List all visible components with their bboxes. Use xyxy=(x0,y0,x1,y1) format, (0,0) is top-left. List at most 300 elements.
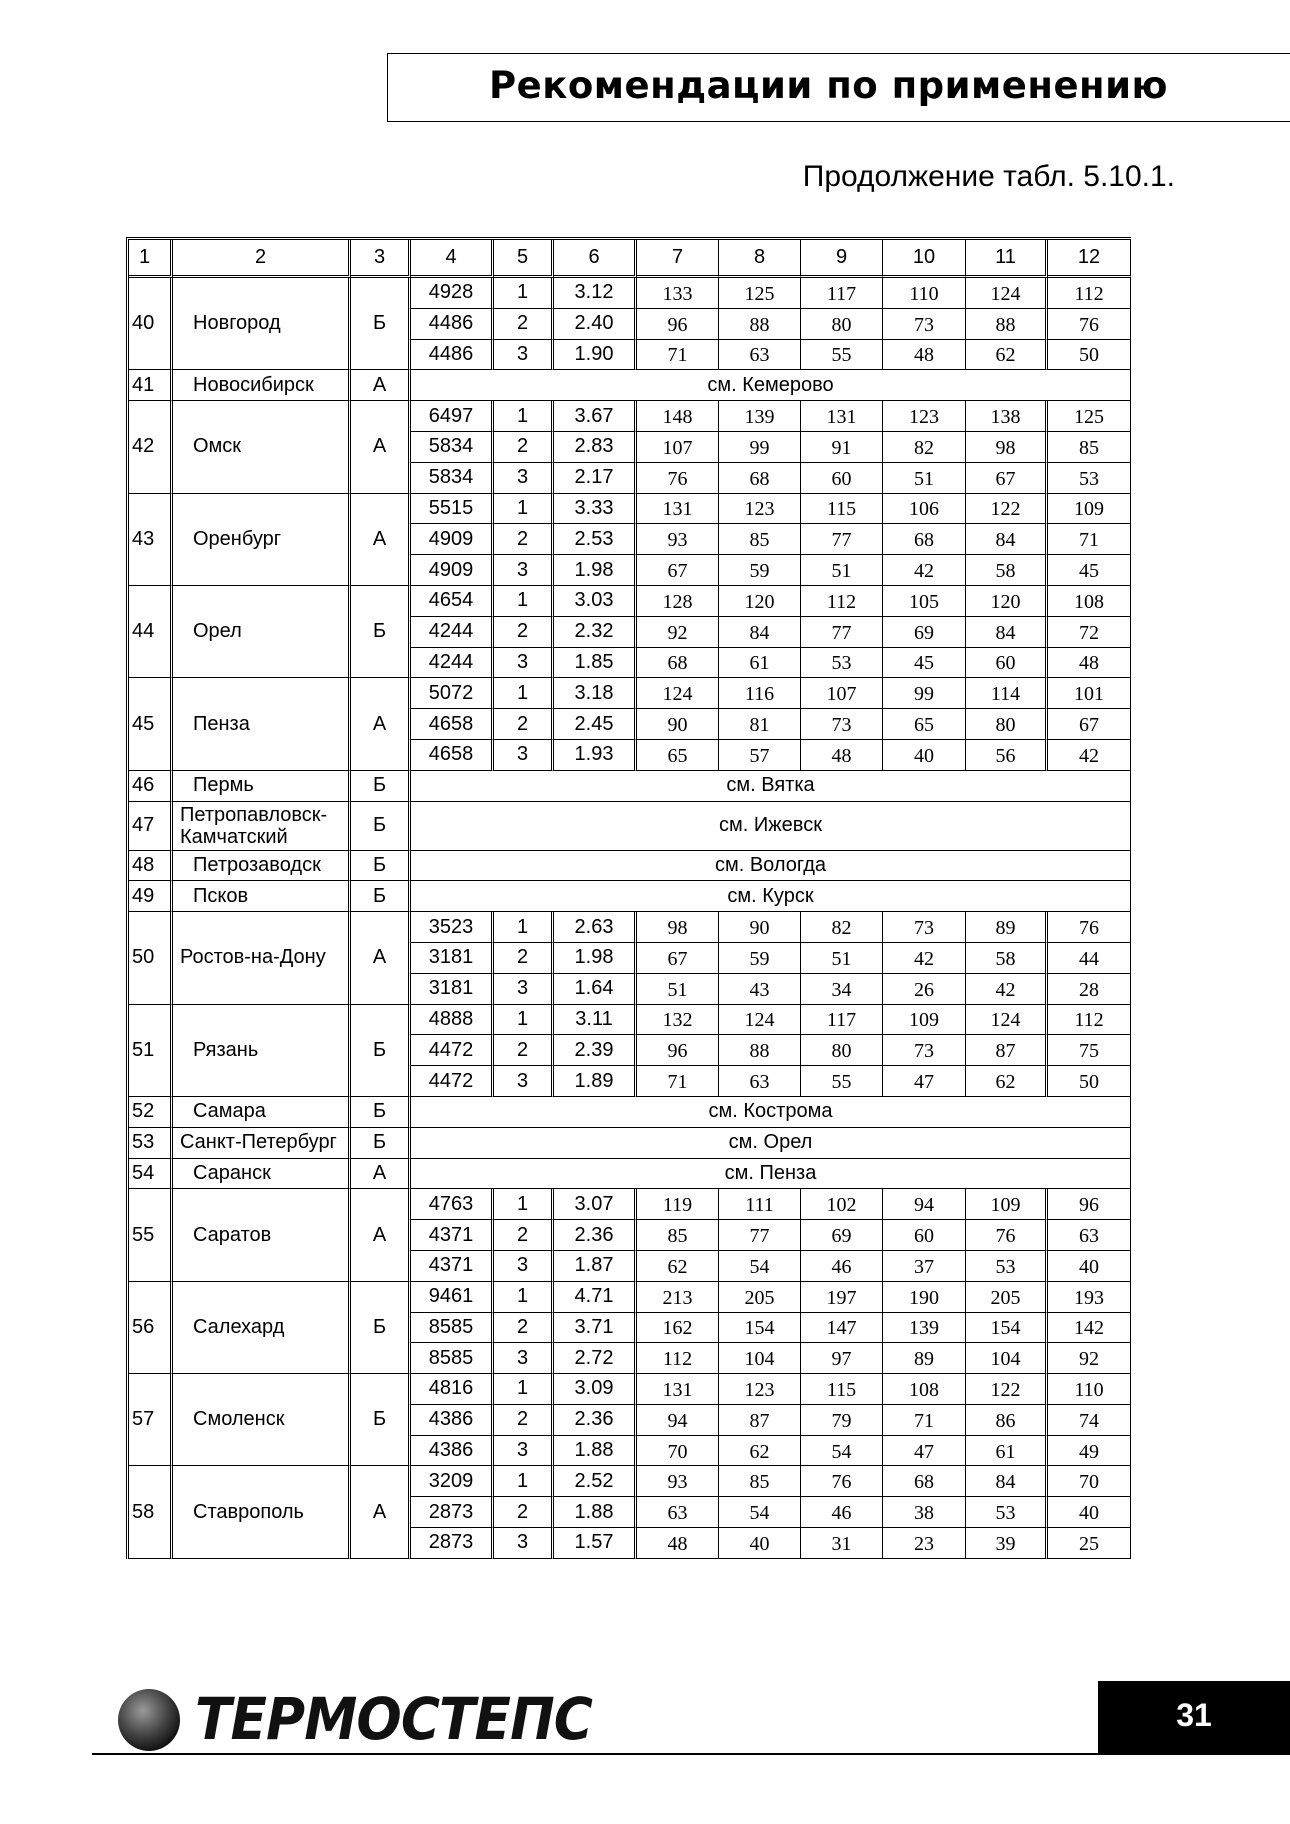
table-cell: 85 xyxy=(719,524,801,555)
table-cell: 93 xyxy=(637,524,719,555)
table-cell: 2873 xyxy=(411,1528,494,1559)
table-cell: 1.88 xyxy=(554,1436,637,1467)
table-cell: 77 xyxy=(801,617,883,648)
zone-letter: Б xyxy=(351,586,411,678)
table-cell: 70 xyxy=(1048,1466,1131,1497)
table-cell: 4486 xyxy=(411,309,494,340)
table-cell: 4888 xyxy=(411,1005,494,1036)
table-cell: 56 xyxy=(966,740,1048,771)
table-cell: 197 xyxy=(801,1282,883,1313)
table-cell: 55 xyxy=(801,1066,883,1097)
table-cell: 60 xyxy=(801,463,883,494)
table-cell: 67 xyxy=(1048,709,1131,740)
table-cell: 75 xyxy=(1048,1035,1131,1066)
city-name: Саранск xyxy=(173,1159,351,1190)
table-cell: 117 xyxy=(801,278,883,309)
table-cell: 70 xyxy=(637,1436,719,1467)
table-row xyxy=(129,1128,1131,1159)
table-row xyxy=(129,494,1131,525)
table-cell: 122 xyxy=(966,494,1048,525)
table-row xyxy=(129,1159,1131,1190)
table-cell: 2.32 xyxy=(554,617,637,648)
table-cell: 4658 xyxy=(411,709,494,740)
table-cell: 49 xyxy=(1048,1436,1131,1467)
table-cell: 162 xyxy=(637,1313,719,1344)
table-cell: 104 xyxy=(719,1343,801,1374)
city-name: Пермь xyxy=(173,771,351,802)
table-cell: 9461 xyxy=(411,1282,494,1313)
table-cell: 85 xyxy=(1048,432,1131,463)
table-cell: 23 xyxy=(883,1528,966,1559)
table-cell: 3.12 xyxy=(554,278,637,309)
table-cell: 8585 xyxy=(411,1313,494,1344)
table-cell: 148 xyxy=(637,401,719,432)
table-cell: 31 xyxy=(801,1528,883,1559)
table-cell: 59 xyxy=(719,555,801,586)
city-name: Ставрополь xyxy=(173,1466,351,1558)
table-cell: 4386 xyxy=(411,1436,494,1467)
table-cell: 25 xyxy=(1048,1528,1131,1559)
city-name: Ростов-на-Дону xyxy=(173,912,351,1004)
table-cell: 92 xyxy=(1048,1343,1131,1374)
table-cell: 1.64 xyxy=(554,974,637,1005)
row-number: 48 xyxy=(129,851,173,882)
table-cell: 2.72 xyxy=(554,1343,637,1374)
table-cell: 67 xyxy=(637,555,719,586)
table-row xyxy=(129,881,1131,912)
table-cell: 42 xyxy=(966,974,1048,1005)
table-cell: 2 xyxy=(494,617,554,648)
table-cell: 154 xyxy=(719,1313,801,1344)
table-cell: 96 xyxy=(637,309,719,340)
table-cell: 62 xyxy=(966,1066,1048,1097)
table-cell: 107 xyxy=(637,432,719,463)
table-cell: 2 xyxy=(494,1497,554,1528)
table-cell: 119 xyxy=(637,1189,719,1220)
table-cell: 81 xyxy=(719,709,801,740)
table-cell: 3 xyxy=(494,463,554,494)
table-cell: 3 xyxy=(494,740,554,771)
table-cell: 94 xyxy=(883,1189,966,1220)
column-header: 1 xyxy=(129,240,173,278)
table-cell: 120 xyxy=(719,586,801,617)
table-cell: 1.98 xyxy=(554,943,637,974)
table-row xyxy=(129,1282,1131,1313)
table-cell: 3.67 xyxy=(554,401,637,432)
page-number-box xyxy=(1098,1681,1290,1755)
table-cell: 84 xyxy=(719,617,801,648)
zone-letter: Б xyxy=(351,1374,411,1466)
table-cell: 3 xyxy=(494,340,554,371)
table-cell: 99 xyxy=(883,678,966,709)
column-header: 2 xyxy=(173,240,351,278)
table-cell: 54 xyxy=(801,1436,883,1467)
column-header: 9 xyxy=(801,240,883,278)
table-cell: 44 xyxy=(1048,943,1131,974)
table-cell: 3 xyxy=(494,1251,554,1282)
city-name: Петрозаводск xyxy=(173,851,351,882)
table-cell: 62 xyxy=(637,1251,719,1282)
footer-divider xyxy=(92,1753,1098,1755)
table-cell: 51 xyxy=(637,974,719,1005)
table-cell: 1 xyxy=(494,912,554,943)
zone-letter: А xyxy=(351,1159,411,1190)
table-cell: 71 xyxy=(1048,524,1131,555)
table-cell: 40 xyxy=(719,1528,801,1559)
table-cell: 107 xyxy=(801,678,883,709)
zone-letter: Б xyxy=(351,802,411,851)
table-cell: 139 xyxy=(883,1313,966,1344)
table-header-row xyxy=(129,240,1131,278)
table-cell: 69 xyxy=(801,1220,883,1251)
table-cell: 58 xyxy=(966,555,1048,586)
table-cell: 84 xyxy=(966,1466,1048,1497)
table-cell: 139 xyxy=(719,401,801,432)
table-cell: 2.45 xyxy=(554,709,637,740)
table-cell: 109 xyxy=(1048,494,1131,525)
table-row xyxy=(129,1374,1131,1405)
row-number: 58 xyxy=(129,1466,173,1558)
table-cell: 138 xyxy=(966,401,1048,432)
table-cell: 45 xyxy=(1048,555,1131,586)
table-cell: 125 xyxy=(1048,401,1131,432)
table-cell: 101 xyxy=(1048,678,1131,709)
table-cell: 106 xyxy=(883,494,966,525)
zone-letter: Б xyxy=(351,1005,411,1097)
table-cell: 71 xyxy=(637,1066,719,1097)
table-cell: 120 xyxy=(966,586,1048,617)
table-cell: 40 xyxy=(1048,1497,1131,1528)
table-cell: 115 xyxy=(801,1374,883,1405)
table-cell: 124 xyxy=(637,678,719,709)
table-cell: 71 xyxy=(637,340,719,371)
see-reference: см. Вятка xyxy=(411,771,1131,802)
table-cell: 213 xyxy=(637,1282,719,1313)
table-cell: 104 xyxy=(966,1343,1048,1374)
table-cell: 2 xyxy=(494,943,554,974)
column-header: 6 xyxy=(554,240,637,278)
table-cell: 110 xyxy=(1048,1374,1131,1405)
table-cell: 154 xyxy=(966,1313,1048,1344)
table-cell: 96 xyxy=(1048,1189,1131,1220)
zone-letter: Б xyxy=(351,851,411,882)
zone-letter: А xyxy=(351,370,411,401)
table-cell: 1 xyxy=(494,586,554,617)
city-name: Новосибирск xyxy=(173,370,351,401)
table-cell: 84 xyxy=(966,617,1048,648)
table-cell: 67 xyxy=(637,943,719,974)
see-reference: см. Курск xyxy=(411,881,1131,912)
table-cell: 76 xyxy=(801,1466,883,1497)
table-cell: 131 xyxy=(801,401,883,432)
row-number: 49 xyxy=(129,881,173,912)
table-cell: 105 xyxy=(883,586,966,617)
city-name: Рязань xyxy=(173,1005,351,1097)
table-cell: 114 xyxy=(966,678,1048,709)
table-cell: 4654 xyxy=(411,586,494,617)
table-cell: 5072 xyxy=(411,678,494,709)
table-cell: 37 xyxy=(883,1251,966,1282)
table-cell: 57 xyxy=(719,740,801,771)
table-cell: 6497 xyxy=(411,401,494,432)
table-cell: 3.07 xyxy=(554,1189,637,1220)
column-header: 5 xyxy=(494,240,554,278)
table-cell: 1 xyxy=(494,401,554,432)
table-cell: 2 xyxy=(494,1313,554,1344)
table-cell: 89 xyxy=(883,1343,966,1374)
table-cell: 90 xyxy=(719,912,801,943)
row-number: 44 xyxy=(129,586,173,678)
table-cell: 4472 xyxy=(411,1035,494,1066)
row-number: 47 xyxy=(129,802,173,851)
table-cell: 2.36 xyxy=(554,1405,637,1436)
table-cell: 1 xyxy=(494,1005,554,1036)
table-cell: 53 xyxy=(1048,463,1131,494)
table-cell: 205 xyxy=(966,1282,1048,1313)
zone-letter: А xyxy=(351,1189,411,1281)
table-cell: 65 xyxy=(883,709,966,740)
table-cell: 68 xyxy=(637,648,719,679)
see-reference: см. Кострома xyxy=(411,1097,1131,1128)
city-name: Смоленск xyxy=(173,1374,351,1466)
table-cell: 4.71 xyxy=(554,1282,637,1313)
table-cell: 1.87 xyxy=(554,1251,637,1282)
table-cell: 92 xyxy=(637,617,719,648)
table-cell: 60 xyxy=(966,648,1048,679)
table-cell: 46 xyxy=(801,1497,883,1528)
table-cell: 5834 xyxy=(411,432,494,463)
table-cell: 1 xyxy=(494,278,554,309)
table-cell: 76 xyxy=(1048,912,1131,943)
table-cell: 2.36 xyxy=(554,1220,637,1251)
table-cell: 46 xyxy=(801,1251,883,1282)
table-cell: 131 xyxy=(637,494,719,525)
table-cell: 1.98 xyxy=(554,555,637,586)
table-row xyxy=(129,678,1131,709)
table-cell: 86 xyxy=(966,1405,1048,1436)
table-cell: 2 xyxy=(494,709,554,740)
table-row xyxy=(129,912,1131,943)
table-row xyxy=(129,1097,1131,1128)
table-cell: 2.52 xyxy=(554,1466,637,1497)
table-cell: 48 xyxy=(637,1528,719,1559)
column-header: 12 xyxy=(1048,240,1131,278)
table-cell: 124 xyxy=(966,1005,1048,1036)
table-cell: 1 xyxy=(494,1189,554,1220)
table-cell: 3 xyxy=(494,1066,554,1097)
table-cell: 71 xyxy=(883,1405,966,1436)
table-cell: 2 xyxy=(494,1220,554,1251)
zone-letter: А xyxy=(351,678,411,770)
table-cell: 73 xyxy=(883,912,966,943)
table-cell: 1.85 xyxy=(554,648,637,679)
row-number: 55 xyxy=(129,1189,173,1281)
city-name: Омск xyxy=(173,401,351,493)
column-header: 7 xyxy=(637,240,719,278)
table-cell: 5834 xyxy=(411,463,494,494)
table-cell: 89 xyxy=(966,912,1048,943)
zone-letter: Б xyxy=(351,881,411,912)
row-number: 57 xyxy=(129,1374,173,1466)
table-cell: 4371 xyxy=(411,1220,494,1251)
table-cell: 43 xyxy=(719,974,801,1005)
table-cell: 3181 xyxy=(411,974,494,1005)
table-cell: 128 xyxy=(637,586,719,617)
table-cell: 94 xyxy=(637,1405,719,1436)
row-number: 46 xyxy=(129,771,173,802)
row-number: 51 xyxy=(129,1005,173,1097)
table-cell: 4909 xyxy=(411,524,494,555)
table-cell: 76 xyxy=(637,463,719,494)
table-cell: 39 xyxy=(966,1528,1048,1559)
table-cell: 88 xyxy=(719,309,801,340)
table-cell: 73 xyxy=(883,309,966,340)
brand-name: ТЕРМОСТЕПС xyxy=(195,1685,593,1753)
table-cell: 3 xyxy=(494,1528,554,1559)
table-cell: 98 xyxy=(637,912,719,943)
table-cell: 69 xyxy=(883,617,966,648)
table-cell: 2.53 xyxy=(554,524,637,555)
row-number: 52 xyxy=(129,1097,173,1128)
table-cell: 112 xyxy=(801,586,883,617)
table-cell: 122 xyxy=(966,1374,1048,1405)
table-cell: 3 xyxy=(494,1343,554,1374)
table-cell: 61 xyxy=(719,648,801,679)
table-row xyxy=(129,1189,1131,1220)
table-cell: 88 xyxy=(966,309,1048,340)
row-number: 50 xyxy=(129,912,173,1004)
table-cell: 4928 xyxy=(411,278,494,309)
table-cell: 42 xyxy=(883,943,966,974)
table-cell: 62 xyxy=(719,1436,801,1467)
table-cell: 4244 xyxy=(411,617,494,648)
table-cell: 26 xyxy=(883,974,966,1005)
table-cell: 2 xyxy=(494,524,554,555)
table-cell: 65 xyxy=(637,740,719,771)
column-header: 4 xyxy=(411,240,494,278)
table-cell: 98 xyxy=(966,432,1048,463)
table-cell: 67 xyxy=(966,463,1048,494)
table-cell: 48 xyxy=(883,340,966,371)
table-cell: 54 xyxy=(719,1497,801,1528)
table-cell: 4371 xyxy=(411,1251,494,1282)
table-cell: 63 xyxy=(1048,1220,1131,1251)
table-cell: 84 xyxy=(966,524,1048,555)
table-row xyxy=(129,1005,1131,1036)
table-cell: 1 xyxy=(494,1282,554,1313)
table-cell: 3 xyxy=(494,974,554,1005)
table-cell: 1.93 xyxy=(554,740,637,771)
header-box xyxy=(387,53,1290,122)
table-cell: 1 xyxy=(494,1466,554,1497)
table-cell: 4486 xyxy=(411,340,494,371)
table-cell: 42 xyxy=(883,555,966,586)
table-cell: 3.71 xyxy=(554,1313,637,1344)
table-cell: 116 xyxy=(719,678,801,709)
table-cell: 132 xyxy=(637,1005,719,1036)
zone-letter: Б xyxy=(351,278,411,370)
table-cell: 123 xyxy=(719,494,801,525)
table-cell: 76 xyxy=(1048,309,1131,340)
table-cell: 4816 xyxy=(411,1374,494,1405)
table-row xyxy=(129,278,1131,309)
row-number: 45 xyxy=(129,678,173,770)
table-cell: 123 xyxy=(719,1374,801,1405)
table-row xyxy=(129,771,1131,802)
table-cell: 2.17 xyxy=(554,463,637,494)
table-cell: 5515 xyxy=(411,494,494,525)
table-cell: 47 xyxy=(883,1436,966,1467)
table-cell: 3209 xyxy=(411,1466,494,1497)
table-cell: 112 xyxy=(1048,1005,1131,1036)
table-caption: Продолжение табл. 5.10.1. xyxy=(802,160,1175,193)
table-cell: 2 xyxy=(494,1405,554,1436)
see-reference: см. Пенза xyxy=(411,1159,1131,1190)
table-cell: 88 xyxy=(719,1035,801,1066)
table-cell: 97 xyxy=(801,1343,883,1374)
table-cell: 1 xyxy=(494,1374,554,1405)
table-body xyxy=(129,240,1131,1559)
table-cell: 109 xyxy=(883,1005,966,1036)
zone-letter: А xyxy=(351,494,411,586)
table-cell: 2873 xyxy=(411,1497,494,1528)
table-row xyxy=(129,401,1131,432)
row-number: 54 xyxy=(129,1159,173,1190)
row-number: 40 xyxy=(129,278,173,370)
table-cell: 117 xyxy=(801,1005,883,1036)
table-cell: 2.63 xyxy=(554,912,637,943)
zone-letter: А xyxy=(351,912,411,1004)
table-cell: 87 xyxy=(966,1035,1048,1066)
table-cell: 51 xyxy=(801,943,883,974)
table-row xyxy=(129,586,1131,617)
table-cell: 2.40 xyxy=(554,309,637,340)
table-cell: 124 xyxy=(719,1005,801,1036)
table-cell: 193 xyxy=(1048,1282,1131,1313)
city-name: Орел xyxy=(173,586,351,678)
table-cell: 3.03 xyxy=(554,586,637,617)
table-cell: 40 xyxy=(883,740,966,771)
table-cell: 85 xyxy=(719,1466,801,1497)
table-cell: 50 xyxy=(1048,340,1131,371)
table-cell: 76 xyxy=(966,1220,1048,1251)
table-cell: 8585 xyxy=(411,1343,494,1374)
table-cell: 3.33 xyxy=(554,494,637,525)
page-number: 31 xyxy=(1176,1697,1212,1733)
table-cell: 1.90 xyxy=(554,340,637,371)
see-reference: см. Орел xyxy=(411,1128,1131,1159)
table-cell: 2 xyxy=(494,1035,554,1066)
table-cell: 90 xyxy=(637,709,719,740)
table-cell: 4763 xyxy=(411,1189,494,1220)
city-name: Петропавловск-Камчатский xyxy=(173,802,351,851)
table-cell: 40 xyxy=(1048,1251,1131,1282)
table-cell: 34 xyxy=(801,974,883,1005)
table-cell: 93 xyxy=(637,1466,719,1497)
table-cell: 142 xyxy=(1048,1313,1131,1344)
table-cell: 4386 xyxy=(411,1405,494,1436)
zone-letter: А xyxy=(351,401,411,493)
table-cell: 111 xyxy=(719,1189,801,1220)
table-cell: 87 xyxy=(719,1405,801,1436)
table-cell: 2.39 xyxy=(554,1035,637,1066)
table-cell: 74 xyxy=(1048,1405,1131,1436)
city-name: Оренбург xyxy=(173,494,351,586)
table-cell: 3.09 xyxy=(554,1374,637,1405)
table-cell: 73 xyxy=(883,1035,966,1066)
table-cell: 147 xyxy=(801,1313,883,1344)
table-cell: 3.18 xyxy=(554,678,637,709)
